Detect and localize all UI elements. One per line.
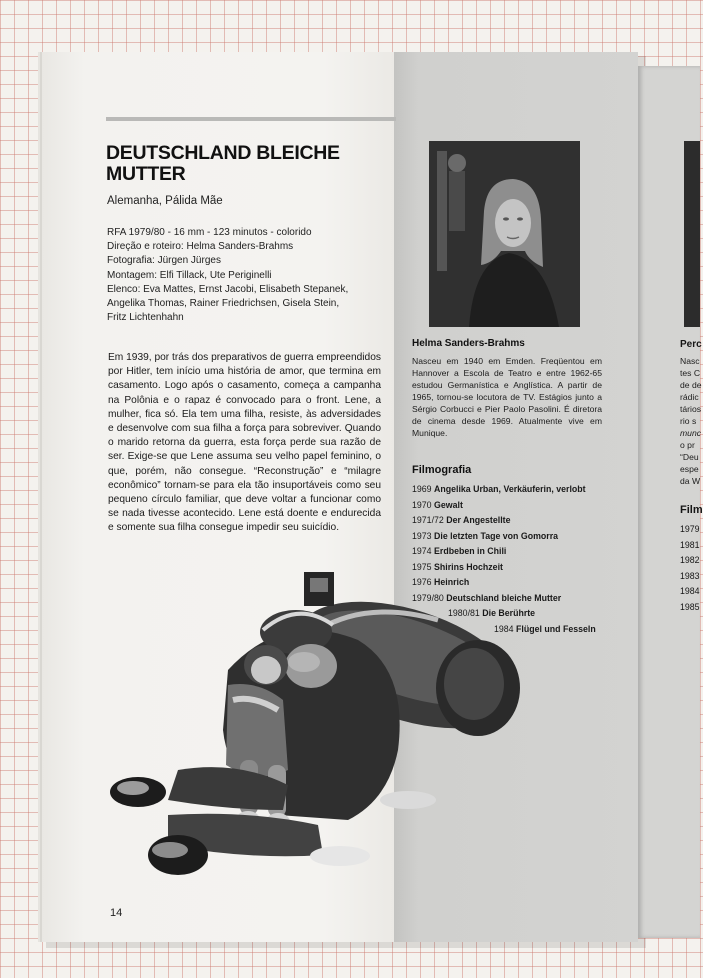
text-fragment: rio s: [680, 416, 697, 426]
film-subtitle: Alemanha, Pálida Mãe: [107, 195, 223, 207]
next-page-bio-fragment: [680, 355, 700, 487]
filmography-item: [412, 560, 642, 576]
credit-line: Fotografia: Jürgen Jürges: [107, 255, 221, 267]
next-page-name-fragment: Perc: [680, 339, 702, 350]
filmography-item: [412, 498, 642, 514]
film-title-entry: Gewalt: [434, 499, 463, 510]
film-title-entry: Deutschland bleiche Mutter: [446, 592, 562, 603]
film-title: DEUTSCHLAND BLEICHE MUTTER: [106, 142, 340, 185]
credit-line: Montagem: Elfi Tillack, Ute Periginelli: [107, 269, 272, 281]
film-year: 1969: [412, 484, 432, 494]
header-rule: [106, 117, 396, 121]
filmography-item: [412, 544, 642, 560]
film-year: 1983: [680, 570, 700, 581]
text-fragment: rádic: [680, 392, 699, 402]
text-fragment: “Deu: [680, 452, 699, 462]
film-title-entry: Die letzten Tage von Gomorra: [434, 530, 559, 541]
film-year: 1982: [680, 555, 700, 565]
text-fragment: de de: [680, 380, 702, 390]
film-year: 1970: [412, 499, 432, 510]
credit-line: Fritz Lichtenhahn: [107, 312, 184, 324]
text-fragment: o pr: [680, 440, 695, 450]
text-fragment: munc: [680, 428, 702, 438]
filmography-item: [412, 622, 642, 638]
film-year: 1974: [412, 546, 432, 556]
filmography-item: [412, 575, 642, 591]
filmography-item: [412, 482, 642, 498]
director-name: Helma Sanders-Brahms: [412, 338, 525, 349]
film-title-entry: Die Berührte: [482, 608, 536, 618]
film-year: 1971/72: [412, 515, 444, 525]
text-fragment: espe: [680, 464, 699, 474]
film-year: 1981: [680, 539, 700, 550]
film-synopsis: Em 1939, por trás dos preparativos de guerra empreendidos por Hitler, tem início uma história de amor, que termina em casamento. Logo após o casamento, começa a campanha na Polônia e o rapaz é convocado para o front. Lene, a mulher, fica só. Ela tem uma filha, resiste, às adversidades e desenvolve com sua filha a força para sobreviver. Quando o marido retorna da guerra, esta força perde sua razão de ser. Exige-se que Lene assuma seu velho papel feminino, o que, porém, não consegue. “Reconstrução” e “milagre econômico” tornam-se para ela tão insuportáveis como seu pequeno círculo familiar, que deve voltar a funcionar como se nada tivesse acontecido. Lene está doente e endurecida e somente sua filha consegue impedir seu suicídio.: [108, 352, 381, 534]
film-year: 1984: [680, 586, 700, 596]
film-title-entry: Angelika Urban, Verkäuferin, verlobt: [434, 484, 586, 494]
filmography-item: [412, 529, 642, 545]
next-page-filmography-heading: Film: [680, 504, 703, 516]
text-fragment: Nasc: [680, 356, 700, 366]
next-page-filmography-years: [680, 522, 700, 615]
credit-line: RFA 1979/80 - 16 mm - 123 minutos - colorido: [107, 227, 312, 238]
film-credits: [107, 226, 377, 325]
film-year: 1973: [412, 530, 432, 541]
film-title-entry: Flügel und Fesseln: [516, 623, 596, 634]
film-year: 1980/81: [448, 608, 480, 618]
director-portrait-photo: [429, 141, 580, 327]
film-year: 1976: [412, 577, 432, 587]
filmography-heading: Filmografia: [412, 464, 472, 476]
credit-line: Elenco: Eva Mattes, Ernst Jacobi, Elisabeth Stepanek,: [107, 283, 349, 295]
next-page-photo: [684, 141, 700, 327]
filmography-item: [412, 513, 642, 529]
film-year: 1985: [680, 601, 700, 612]
page-number: 14: [110, 907, 123, 919]
film-title-entry: Heinrich: [434, 577, 470, 587]
film-year: 1984: [494, 623, 514, 634]
filmography-item: [412, 591, 642, 607]
text-fragment: tários: [680, 404, 702, 414]
film-title-entry: Erdbeben in Chili: [434, 546, 507, 556]
filmography-list: [412, 482, 642, 637]
text-fragment: tes C: [680, 368, 701, 378]
film-year: 1975: [412, 561, 432, 572]
film-title-entry: Der Angestellte: [446, 515, 511, 525]
filmography-item: [412, 606, 642, 622]
text-fragment: da W: [680, 476, 701, 486]
film-year: 1979/80: [412, 592, 444, 603]
credit-line: Direção e roteiro: Helma Sanders-Brahms: [107, 241, 294, 253]
director-bio: Nasceu em 1940 em Emden. Freqüentou em Hannover a Escola de Teatro e entre 1962-65 estudou Germanística e Anglística. A partir de 1965, tornou-se locutora de TV. Estágios junto a Sérgio Corbucci e Pier Paolo Pasolini. É diretora de cinema desde 1969. Atualmente vive em Munique.: [412, 356, 602, 438]
film-year: 1979: [680, 524, 700, 534]
film-title-entry: Shirins Hochzeit: [434, 561, 503, 572]
credit-line: Angelika Thomas, Rainer Friedrichsen, Gisela Stein,: [107, 298, 340, 310]
